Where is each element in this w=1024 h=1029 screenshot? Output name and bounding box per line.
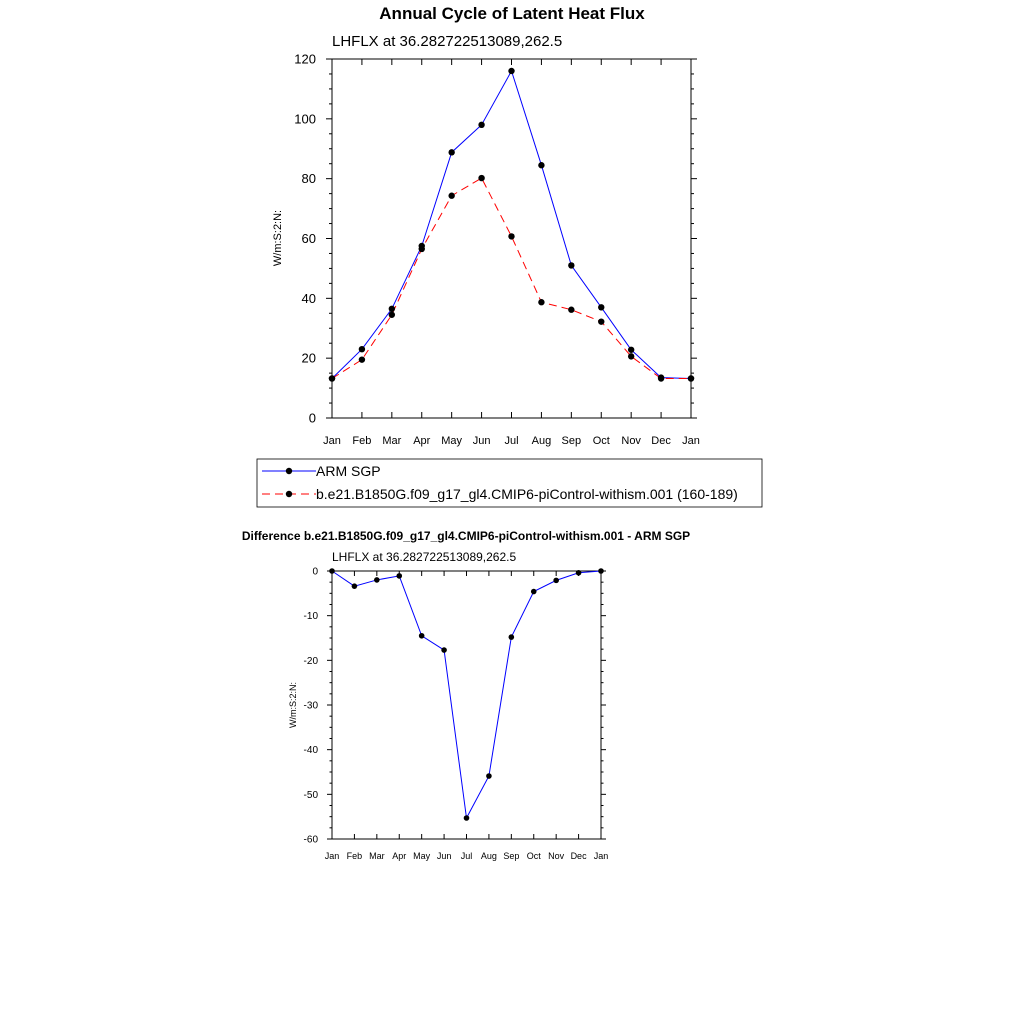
difference-chart-title: Difference b.e21.B1850G.f09_g17_gl4.CMIP6-piControl-withism.001 - ARM SGP: [241, 529, 691, 543]
x-tick-label: Jan: [323, 435, 341, 447]
diff-data-point: [374, 577, 380, 583]
data-point: [448, 149, 454, 155]
diff-x-tick-label: Jan: [324, 851, 340, 861]
legend-marker-model: [286, 491, 292, 497]
y-tick-label: 80: [301, 171, 316, 187]
x-tick-label: Apr: [413, 435, 431, 447]
chart-title: Annual Cycle of Latent Heat Flux: [379, 4, 645, 23]
x-tick-label: Jun: [472, 435, 491, 447]
data-point: [389, 306, 395, 312]
diff-y-tick-label: -10: [303, 611, 318, 623]
data-point: [508, 68, 514, 74]
y-tick-label: 120: [294, 51, 316, 67]
diff-data-point: [352, 583, 358, 589]
legend-marker-arm-sgp: [286, 468, 292, 474]
diff-data-point: [419, 633, 425, 639]
diff-data-point: [441, 647, 447, 653]
data-point: [598, 318, 604, 324]
diff-x-tick-label: Feb: [346, 851, 363, 861]
data-point: [478, 175, 484, 181]
data-point: [389, 312, 395, 318]
diff-data-point: [531, 589, 537, 595]
data-point: [658, 375, 664, 381]
y-tick-label: 100: [294, 111, 316, 127]
data-point: [628, 347, 634, 353]
diff-x-tick-label: Jan: [593, 851, 609, 861]
data-point: [359, 356, 365, 362]
x-tick-label: Jan: [682, 435, 700, 447]
diff-data-point: [329, 568, 335, 574]
legend: [257, 459, 762, 507]
diff-x-tick-label: Sep: [503, 851, 520, 861]
diff-series-line-0: [332, 571, 601, 818]
y-tick-label: 20: [301, 350, 316, 366]
data-point: [568, 262, 574, 268]
data-point: [448, 193, 454, 199]
x-tick-label: Oct: [592, 435, 610, 447]
x-tick-label: Jul: [504, 435, 519, 447]
legend-label-arm-sgp: ARM SGP: [316, 463, 381, 479]
diff-x-tick-label: Dec: [570, 851, 587, 861]
diff-y-tick-label: -30: [303, 700, 318, 712]
data-point: [628, 353, 634, 359]
data-point: [568, 307, 574, 313]
difference-chart-subtitle: LHFLX at 36.282722513089,262.5: [332, 550, 517, 564]
diff-y-tick-label: -60: [303, 834, 318, 846]
diff-data-point: [509, 634, 515, 640]
data-point: [538, 299, 544, 305]
difference-y-axis-label: W/m:S:2:N:: [288, 681, 298, 729]
series-line-1: [332, 178, 691, 378]
legend-label-model: b.e21.B1850G.f09_g17_gl4.CMIP6-piControl-withism.001 (160-189): [316, 486, 738, 502]
data-point: [478, 122, 484, 128]
y-tick-label: 60: [301, 231, 316, 247]
diff-y-tick-label: 0: [312, 566, 318, 578]
diff-x-tick-label: May: [413, 851, 431, 861]
diff-x-tick-label: Aug: [480, 851, 497, 861]
diff-data-point: [396, 573, 402, 579]
data-point: [419, 246, 425, 252]
diff-y-tick-label: -40: [303, 745, 318, 757]
plot-difference: [304, 567, 609, 862]
diff-x-tick-label: Jul: [460, 851, 473, 861]
y-axis-label: W/m:S:2:N:: [272, 209, 284, 267]
data-point: [508, 233, 514, 239]
data-point: [359, 346, 365, 352]
x-tick-label: May: [441, 435, 463, 447]
data-point: [538, 162, 544, 168]
data-point: [329, 375, 335, 381]
diff-x-tick-label: Oct: [526, 851, 541, 861]
x-tick-label: Mar: [382, 435, 402, 447]
diff-x-tick-label: Nov: [548, 851, 565, 861]
x-tick-label: Feb: [352, 435, 372, 447]
diff-x-tick-label: Apr: [392, 851, 407, 861]
diff-data-point: [576, 570, 582, 576]
x-tick-label: Sep: [561, 435, 582, 447]
diff-plot-frame: [332, 571, 601, 839]
diff-x-tick-label: Jun: [436, 851, 452, 861]
x-tick-label: Aug: [531, 435, 552, 447]
data-point: [688, 375, 694, 381]
data-point: [598, 304, 604, 310]
y-tick-label: 0: [308, 410, 316, 426]
diff-data-point: [486, 773, 492, 779]
y-tick-label: 40: [301, 290, 316, 306]
diff-data-point: [553, 578, 559, 584]
series-line-0: [332, 71, 691, 379]
diff-y-tick-label: -50: [303, 789, 318, 801]
x-tick-label: Dec: [651, 435, 671, 447]
x-tick-label: Nov: [621, 435, 641, 447]
diff-y-tick-label: -20: [303, 655, 318, 667]
diff-x-tick-label: Mar: [369, 851, 385, 861]
plot-annual-cycle: [294, 52, 700, 447]
diff-data-point: [598, 568, 604, 574]
chart-subtitle: LHFLX at 36.282722513089,262.5: [332, 33, 563, 50]
diff-data-point: [464, 815, 470, 821]
